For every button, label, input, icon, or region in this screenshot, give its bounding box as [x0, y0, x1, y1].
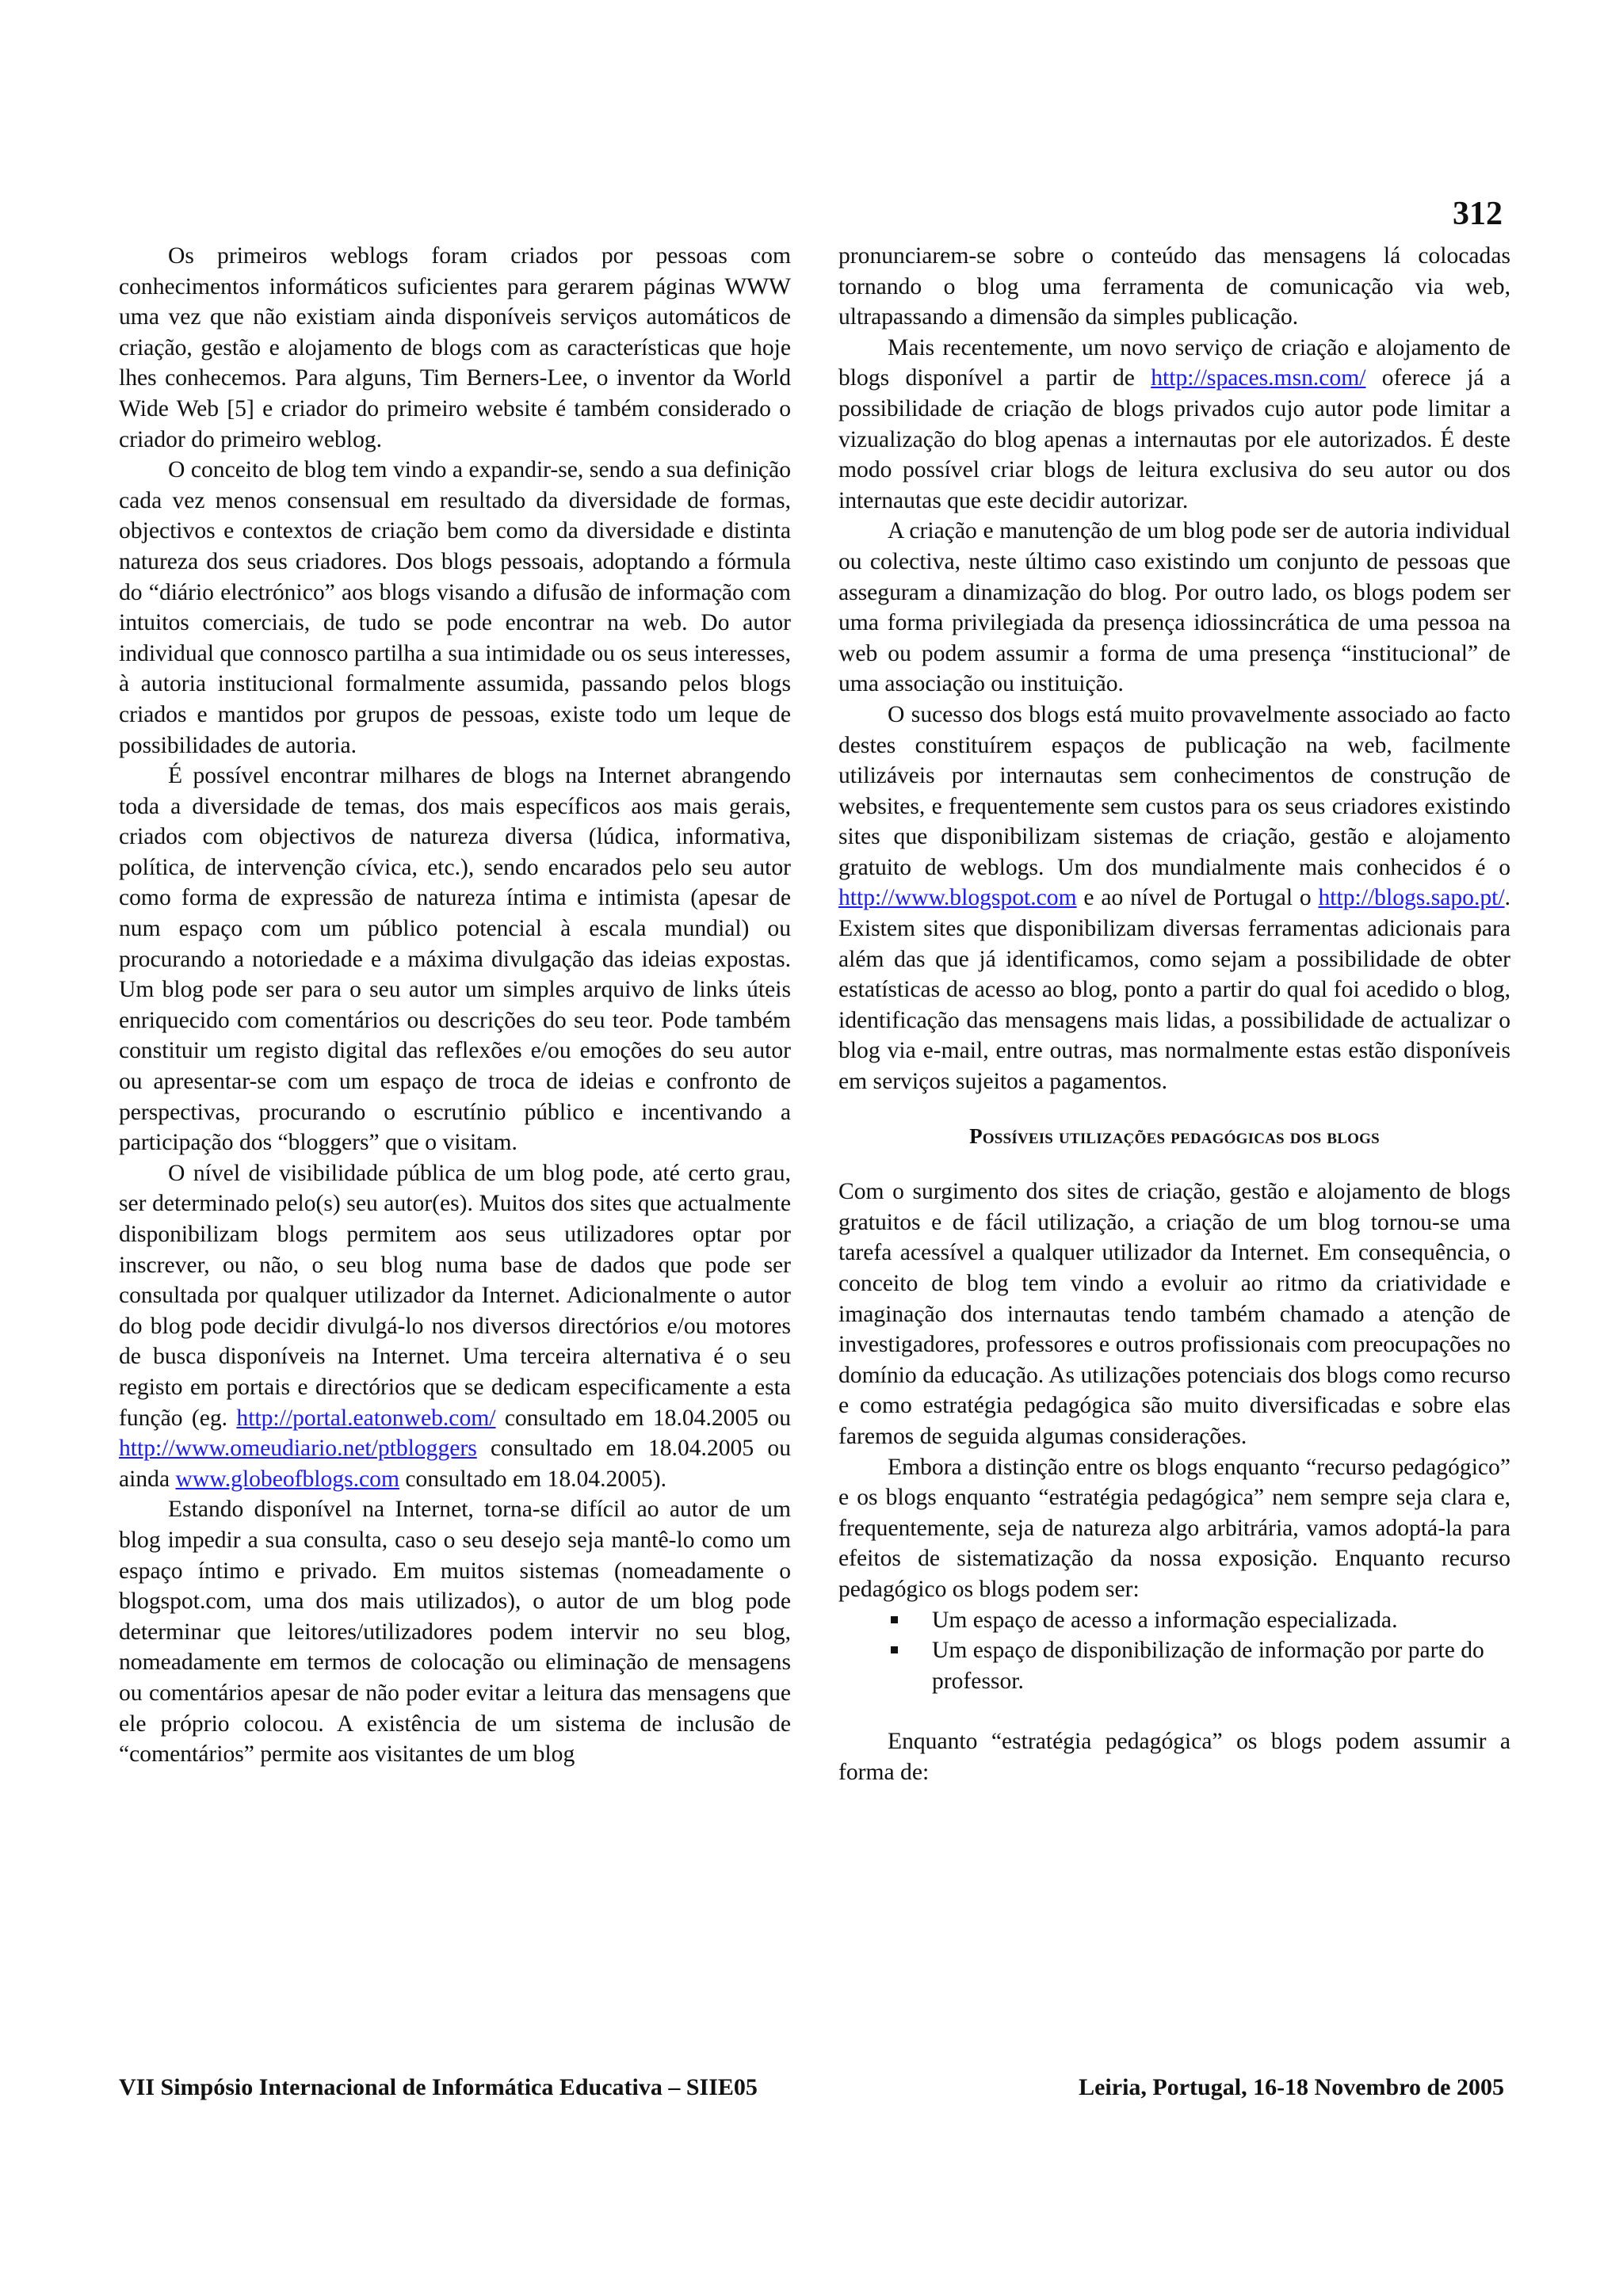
paragraph-text: consultado em 18.04.2005 ou ainda	[119, 1436, 791, 1492]
square-bullet-icon	[891, 1616, 898, 1623]
paragraph: O conceito de blog tem vindo a expandir-se, sendo a sua definição cada vez menos consensual em resultado da diversidade de formas, objectivos e contextos de criação bem como da diversidade e distinta natureza dos seus criadores. Dos blogs pessoais, adoptando a fórmula do “diário electrónico” aos blogs visando a difusão de informação com intuitos comerciais, de tudo se pode encontrar na web. Do autor individual que connosco partilha a sua intimidade ou os seus interesses, à autoria institucional formalmente assumida, passando pelos blogs criados e mantidos por grupos de pessoas, existe todo um leque de possibilidades de autoria.	[119, 457, 791, 758]
paragraph: pronunciarem-se sobre o conteúdo das mensagens lá colocadas tornando o blog uma ferramenta de comunicação via web, ultrapassando a dimensão da simples publicação.	[838, 243, 1510, 330]
paragraph-text: oferece já a possibilidade de criação de blogs privados cujo autor pode limitar a vizualização do blog apenas a internautas por ele autorizados. É deste modo possível criar blogs de leitura exclusiva do seu autor ou dos internautas que este decidir autorizar.	[838, 365, 1510, 513]
paragraph: É possível encontrar milhares de blogs na Internet abrangendo toda a diversidade de temas, dos mais específicos aos mais gerais, criados com objectivos de natureza diversa (lúdica, informativa, política, de intervenção cívica, etc.), sendo encarados pelo seu autor como forma de expressão de natureza íntima e intimista (apesar de num espaço com um público potencial à escala mundial) ou procurando a notoriedade e a máxima divulgação das ideias expostas. Um blog pode ser para o seu autor um simples arquivo de links úteis enriquecido com comentários ou descrições do seu teor. Pode também constituir um registo digital das reflexões e/ou emoções do seu autor ou apresentar-se com um espaço de troca de ideias e confronto de perspectivas, procurando o escrutínio público e incentivando a participação dos “bloggers” que o visitam.	[119, 763, 791, 1156]
paragraph	[838, 700, 1510, 1097]
right-column	[838, 241, 1510, 1788]
paragraph-text: O sucesso dos blogs está muito provavelmente associado ao facto destes constituírem espaços de publicação na web, facilmente utilizáveis por internautas sem conhecimentos de construção de websites, e frequentemente sem custos para os seus criadores existindo sites que disponibilizam sistemas de criação, gestão e alojamento gratuito de weblogs. Um dos mundialmente mais conhecidos é o	[838, 701, 1510, 880]
link-globeofblogs[interactable]: www.globeofblogs.com	[175, 1466, 399, 1492]
paragraph-text: . Existem sites que disponibilizam diversas ferramentas adicionais para além das que já identificamos, como sejam a possibilidade de obter estatísticas de acesso ao blog, ponto a partir do qual foi acedido o blog, identificação das mensagens mais lidas, a possibilidade de actualizar o blog via e-mail, entre outras, mas normalmente estas estão disponíveis em serviços sujeitos a pagamentos.	[838, 885, 1510, 1095]
spacer	[838, 1696, 1510, 1726]
footer	[119, 2074, 1504, 2101]
paragraph-text: Mais recentemente, um novo serviço de criação e alojamento de blogs disponível a partir de	[838, 334, 1510, 391]
page-number: 312	[1453, 196, 1503, 232]
paragraph	[119, 1158, 791, 1495]
link-omeudiario[interactable]: http://www.omeudiario.net/ptbloggers	[119, 1436, 477, 1462]
paragraph: Estando disponível na Internet, torna-se difícil ao autor de um blog impedir a sua consulta, caso o seu desejo seja mantê-lo como um espaço íntimo e privado. Em muitos sistemas (nomeadamente o blogspot.com, uma dos mais utilizados), o autor de um blog pode determinar que leitores/utilizadores podem intervir no seu blog, nomeadamente em termos de colocação ou eliminação de mensagens ou comentários apesar de não poder evitar a leitura das mensagens que ele próprio colocou. A existência de um sistema de inclusão de “comentários” permite aos visitantes de um blog	[119, 1497, 791, 1768]
bullet-list	[838, 1605, 1510, 1697]
footer-conference: VII Simpósio Internacional de Informática Educativa – SIIE05	[119, 2074, 758, 2100]
paragraph-text: O nível de visibilidade pública de um blog pode, até certo grau, ser determinado pelo(s) seu autor(es). Muitos dos sites que actualmente disponibilizam blogs permitem aos seus utilizadores optar por inscrever, ou não, o seu blog numa base de dados que pode ser consultada por qualquer utilizador da Internet. Adicionalmente o autor do blog pode decidir divulgá-lo nos diversos directórios e/ou motores de busca disponíveis na Internet. Uma terceira alternativa é o seu registo em portais e directórios que se dedicam especificamente a esta função (eg.	[119, 1160, 791, 1431]
footer-location-date: Leiria, Portugal, 16-18 Novembro de 2005	[1079, 2074, 1504, 2100]
paragraph: Enquanto “estratégia pedagógica” os blogs podem assumir a forma de:	[838, 1729, 1510, 1785]
link-sapo[interactable]: http://blogs.sapo.pt/	[1318, 885, 1505, 911]
paragraph: Embora a distinção entre os blogs enquanto “recurso pedagógico” e os blogs enquanto “estratégia pedagógica” nem sempre seja clara e, frequentemente, seja de natureza algo arbitrária, vamos adoptá-la para efeitos de sistematização da nossa exposição. Enquanto recurso pedagógico os blogs podem ser:	[838, 1454, 1510, 1602]
list-item	[891, 1605, 1510, 1636]
list-item-text: Um espaço de disponibilização de informação por parte do professor.	[932, 1638, 1484, 1694]
paragraph: Com o surgimento dos sites de criação, gestão e alojamento de blogs gratuitos e de fácil utilização, a criação de um blog tornou-se uma tarefa acessível a qualquer utilizador da Internet. Em consequência, o conceito de blog tem vindo a evoluir ao ritmo da criatividade e imaginação dos internautas tendo também chamado a atenção de investigadores, professores e outros profissionais com preocupações no domínio da educação. As utilizações potenciais dos blogs como recurso e como estratégia pedagógica são muito diversificadas e sobre elas faremos de seguida algumas considerações.	[838, 1179, 1510, 1449]
list-item	[891, 1635, 1510, 1696]
link-blogspot[interactable]: http://www.blogspot.com	[838, 885, 1077, 911]
link-spaces-msn[interactable]: http://spaces.msn.com/	[1151, 365, 1366, 391]
left-column	[119, 241, 791, 1770]
paragraph	[838, 333, 1510, 517]
list-item-text: Um espaço de acesso a informação especializada.	[932, 1607, 1398, 1633]
square-bullet-icon	[891, 1646, 898, 1653]
paragraph-text: e ao nível de Portugal o	[1076, 885, 1319, 911]
paragraph: Os primeiros weblogs foram criados por pessoas com conhecimentos informáticos suficientes para gerarem páginas WWW uma vez que não existiam ainda disponíveis serviços automáticos de criação, gestão e alojamento de blogs com as características que hoje lhes conhecemos. Para alguns, Tim Berners-Lee, o inventor da World Wide Web [5] e criador do primeiro website é também considerado o criador do primeiro weblog.	[119, 243, 791, 452]
link-eatonweb[interactable]: http://portal.eatonweb.com/	[236, 1405, 496, 1431]
paragraph: A criação e manutenção de um blog pode ser de autoria individual ou colectiva, neste último caso existindo um conjunto de pessoas que asseguram a dinamização do blog. Por outro lado, os blogs podem ser uma forma privilegiada da presença idiossincrática de uma pessoa na web ou podem assumir a forma de uma presença “institucional” de uma associação ou instituição.	[838, 518, 1510, 697]
section-heading: Possíveis utilizações pedagógicas dos blogs	[969, 1123, 1380, 1148]
paragraph-text: consultado em 18.04.2005).	[399, 1466, 666, 1492]
paragraph-text: consultado em 18.04.2005 ou	[495, 1405, 791, 1431]
